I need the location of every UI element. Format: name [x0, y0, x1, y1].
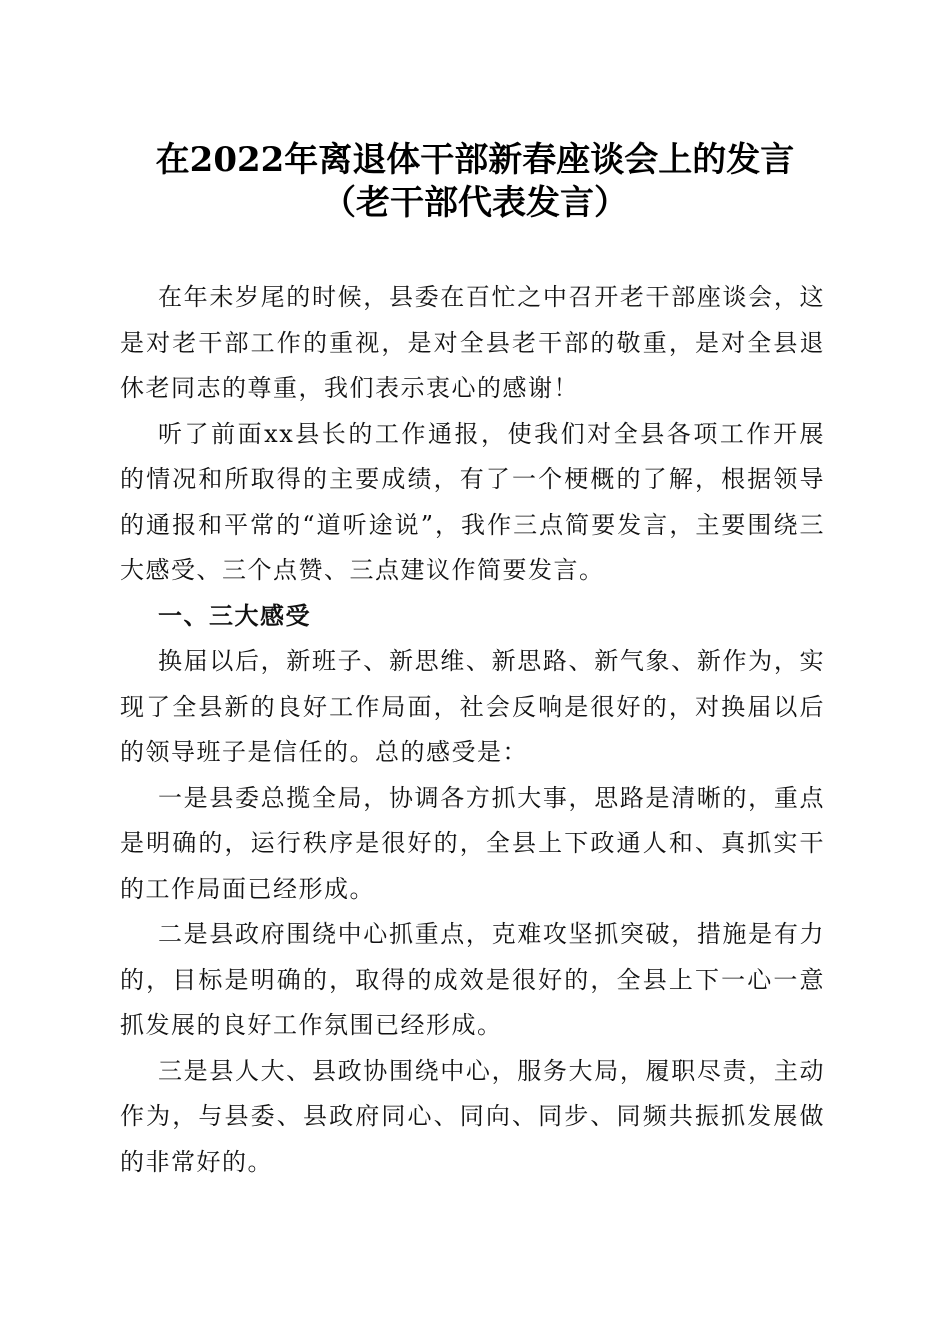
document-title: 在2022年离退体干部新春座谈会上的发言 [155, 140, 795, 180]
paragraph-intro: 在年未岁尾的时候，县委在百忙之中召开老干部座谈会，这是对老干部工作的重视，是对全县老干部的敬重，是对全县退休老同志的尊重，我们表示衷心的感谢！ [120, 283, 825, 402]
document-subtitle: （老干部代表发言） [322, 183, 628, 223]
document-body [120, 275, 825, 1185]
paragraph-point-two: 二是县政府围绕中心抓重点，克难攻坚抓突破，措施是有力的，目标是明确的，取得的成效是很好的，全县上下一心一意抓发展的良好工作氛围已经形成。 [120, 920, 825, 1039]
paragraph-point-one: 一是县委总揽全局，协调各方抓大事，思路是清晰的，重点是明确的，运行秩序是很好的，全县上下政通人和、真抓实干的工作局面已经形成。 [120, 783, 825, 903]
paragraph-section-intro: 换届以后，新班子、新思维、新思路、新气象、新作为，实现了全县新的良好工作局面，社会反响是很好的，对换届以后的领导班子是信任的。总的感受是： [120, 647, 825, 766]
section-heading: 一、三大感受 [158, 601, 311, 630]
paragraph-point-three: 三是县人大、县政协围绕中心，服务大局，履职尽责，主动作为，与县委、县政府同心、同向、同步、同频共振抓发展做的非常好的。 [120, 1056, 825, 1176]
paragraph-overview: 听了前面xx县长的工作通报，使我们对全县各项工作开展的情况和所取得的主要成绩，有了一个梗概的了解，根据领导的通报和平常的“道听途说”，我作三点简要发言，主要围绕三大感受、三个点赞、三点建议作简要发言。 [120, 419, 825, 584]
